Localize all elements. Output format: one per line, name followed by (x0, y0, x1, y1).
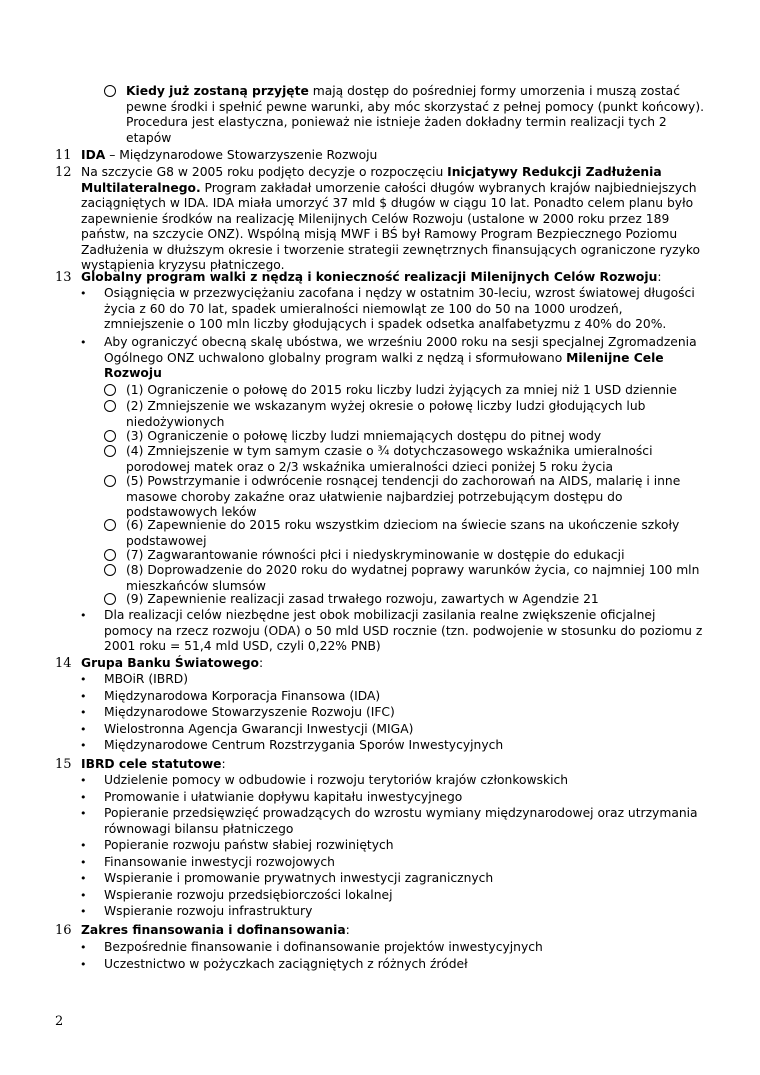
goal-text: (4) Zmniejszenie w tym samym czasie o ¾ dotychczasowego wskaźnika umieralności porodowej matek oraz o 2/3 wskaźnika umieralności dzieci poniżej 5 roku życia (126, 444, 653, 474)
item-heading: IBRD cele statutowe: (81, 757, 226, 771)
list-item-text: Wspieranie i promowanie prywatnych inwestycji zagranicznych (104, 871, 494, 885)
bullet-icon: • (80, 723, 87, 736)
circle-bullet-icon (104, 564, 116, 576)
list-item-text: Bezpośrednie finansowanie i dofinansowanie projektów inwestycyjnych (104, 940, 543, 954)
list-item-text: Wielostronna Agencja Gwarancji Inwestycji (MIGA) (104, 722, 414, 736)
item-heading: Globalny program walki z nędzą i konieczność realizacji Milenijnych Celów Rozwoju: (81, 270, 662, 284)
list-item-text: Popieranie rozwoju państw słabiej rozwiniętych (104, 838, 394, 852)
bullet-icon: • (80, 706, 87, 719)
bullet-icon: • (80, 791, 87, 804)
goal-text: (6) Zapewnienie do 2015 roku wszystkim dzieciom na świecie szans na ukończenie szkoły podstawowej (126, 518, 680, 548)
subitem-text: Kiedy już zostaną przyjęte mają dostęp do pośredniej formy umorzenia i muszą zostać pewne środki i spełnić pewne warunki, aby móc skorzystać z pełnej pomocy (punkt końcowy). Procedura jest elastyczna, ponieważ nie istnieje żaden dokładny termin realizacji tych 2 etapów (126, 84, 705, 145)
item-heading: Grupa Banku Światowego: (81, 656, 264, 670)
item-number: 11 (55, 148, 72, 163)
bullet-icon: • (80, 774, 87, 787)
list-item-text: Udzielenie pomocy w odbudowie i rozwoju terytoriów krajów członkowskich (104, 773, 569, 787)
bullet-icon: • (80, 609, 87, 622)
item-number: 12 (55, 165, 72, 180)
circle-bullet-icon (104, 549, 116, 561)
list-item-text: Wspieranie rozwoju przedsiębiorczości lokalnej (104, 888, 393, 902)
bullet-icon: • (80, 958, 87, 971)
bullet-icon: • (80, 807, 87, 820)
circle-bullet-icon (104, 445, 116, 457)
circle-bullet-icon (104, 400, 116, 412)
item-number: 16 (55, 923, 72, 938)
goal-text: (2) Zmniejszenie we wskazanym wyżej okresie o połowę liczby ludzi głodujących lub niedożywionych (126, 399, 646, 429)
list-item-text: Międzynarodowe Centrum Rozstrzygania Sporów Inwestycyjnych (104, 738, 504, 752)
item-heading: Zakres finansowania i dofinansowania: (81, 923, 350, 937)
bullet-text: Aby ograniczyć obecną skalę ubóstwa, we wrześniu 2000 roku na sesji specjalnej Zgromadzenia Ogólnego ONZ uchwalono globalny program walki z nędzą i sformułowano Milenijne Cele Rozwoju (104, 335, 697, 380)
list-item-text: Uczestnictwo w pożyczkach zaciągniętych z różnych źródeł (104, 957, 468, 971)
item-number: 15 (55, 757, 72, 772)
bullet-icon: • (80, 905, 87, 918)
goal-text: (9) Zapewnienie realizacji zasad trwałego rozwoju, zawartych w Agendzie 21 (126, 592, 599, 606)
bullet-icon: • (80, 889, 87, 902)
bullet-icon: • (80, 690, 87, 703)
page-number: 2 (55, 1014, 64, 1029)
bullet-icon: • (80, 336, 87, 349)
bullet-icon: • (80, 872, 87, 885)
bullet-icon: • (80, 856, 87, 869)
circle-bullet-icon (104, 519, 116, 531)
item-number: 13 (55, 270, 72, 285)
circle-bullet-icon (104, 593, 116, 605)
list-item-text: MBOiR (IBRD) (104, 672, 189, 686)
bullet-text: Osiągnięcia w przezwyciężaniu zacofana i nędzy w ostatnim 30-leciu, wzrost światowej długości życia z 60 do 70 lat, spadek umieralności niemowląt ze 100 do 50 na 1000 urodzeń, zmniejszenie o 100 mln liczby głodujących i spadek odsetka analfabetyzmu z 40% do 20%. (104, 286, 695, 331)
goal-text: (3) Ograniczenie o połowę liczby ludzi mniemających dostępu do pitnej wody (126, 429, 602, 443)
goal-text: (8) Doprowadzenie do 2020 roku do wydatnej poprawy warunków życia, co najmniej 100 mln mieszkańców slumsów (126, 563, 700, 593)
goal-text: (7) Zagwarantowanie równości płci i niedyskryminowanie w dostępie do edukacji (126, 548, 625, 562)
item-text: Na szczycie G8 w 2005 roku podjęto decyzje o rozpoczęciu Inicjatywy Redukcji Zadłużenia Multilateralnego. Program zakładał umorzenie całości długów wybranych krajów najbiedniejszych zaciągniętych w IDA. IDA miała umorzyć 37 mld $ długów w ciągu 10 lat. Ponadto celem planu było zapewnienie środków na realizację Milenijnych Celów Rozwoju (ustalone w 2000 roku przez 189 państw, na szczycie ONZ). Wspólną misją MWF i BŚ był Ramowy Program Bezpiecznego Poziomu Zadłużenia w dłuższym okresie i tworzenie strategii zewnętrznych finansujących ograniczone ryzyko wystąpienia kryzysu płatniczego. (81, 165, 701, 272)
list-item-text: Wspieranie rozwoju infrastruktury (104, 904, 313, 918)
circle-bullet-icon (104, 384, 116, 396)
goal-text: (5) Powstrzymanie i odwrócenie rosnącej tendencji do zachorowań na AIDS, malarię i inne masowe choroby zakaźne oraz ułatwienie najbardziej potrzebującym dostępu do podstawowych leków (126, 474, 681, 519)
bullet-icon: • (80, 839, 87, 852)
item-number: 14 (55, 656, 72, 671)
circle-bullet-icon (104, 475, 116, 487)
list-item-text: Promowanie i ułatwianie dopływu kapitału inwestycyjnego (104, 790, 463, 804)
bullet-icon: • (80, 739, 87, 752)
list-item-text: Finansowanie inwestycji rozwojowych (104, 855, 335, 869)
bullet-icon: • (80, 941, 87, 954)
bullet-icon: • (80, 673, 87, 686)
item-text: IDA – Międzynarodowe Stowarzyszenie Rozwoju (81, 148, 378, 162)
list-item-text: Międzynarodowa Korporacja Finansowa (IDA) (104, 689, 381, 703)
bullet-text: Dla realizacji celów niezbędne jest obok mobilizacji zasilania realne zwiększenie oficjalnej pomocy na rzecz rozwoju (ODA) o 50 mld USD rocznie (tzn. podwojenie w stosunku do poziomu z 2001 roku = 51,4 mld USD, czyli 0,22% PNB) (104, 608, 703, 653)
circle-bullet-icon (104, 430, 116, 442)
bullet-icon: • (80, 287, 87, 300)
list-item-text: Międzynarodowe Stowarzyszenie Rozwoju (IFC) (104, 705, 395, 719)
goal-text: (1) Ograniczenie o połowę do 2015 roku liczby ludzi żyjących za mniej niż 1 USD dziennie (126, 383, 677, 397)
list-item-text: Popieranie przedsięwzięć prowadzących do wzrostu wymiany międzynarodowej oraz utrzymania równowagi bilansu płatniczego (104, 806, 698, 836)
circle-bullet-icon (104, 85, 116, 97)
